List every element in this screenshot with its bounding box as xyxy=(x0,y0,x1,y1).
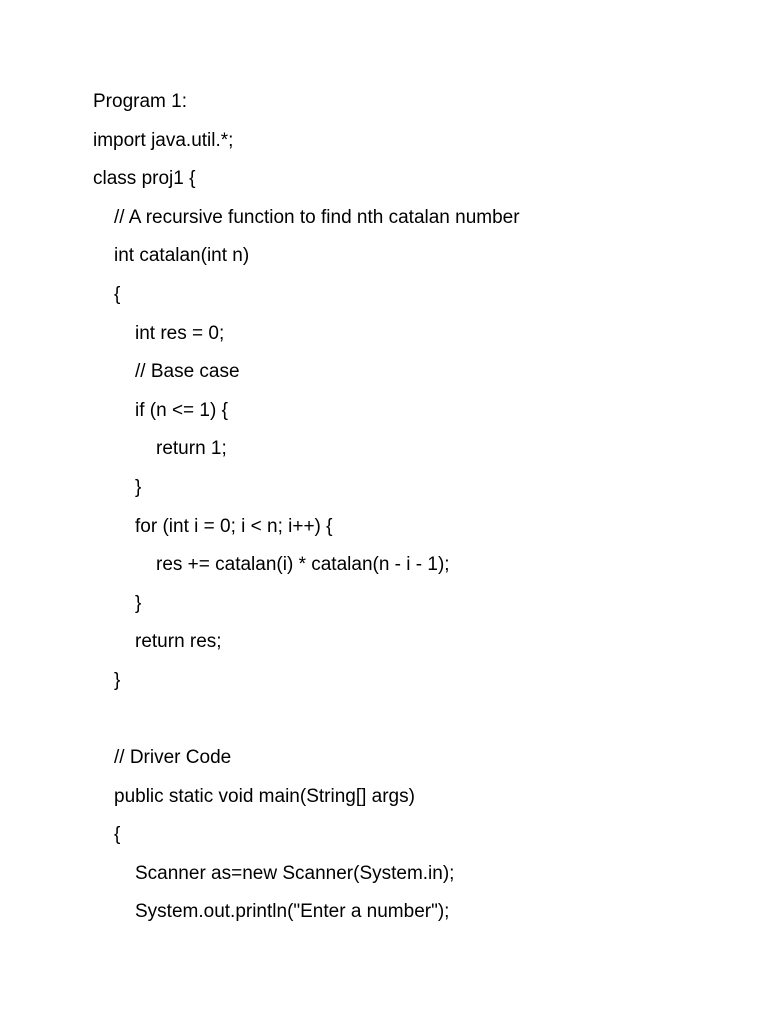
code-line: return 1; xyxy=(156,438,227,460)
code-line: Scanner as=new Scanner(System.in); xyxy=(135,862,455,884)
code-listing xyxy=(93,83,733,932)
code-line: if (n <= 1) { xyxy=(135,399,228,421)
blank-line xyxy=(93,701,733,740)
code-line: Program 1: xyxy=(93,91,187,112)
code-line: int res = 0; xyxy=(135,322,225,344)
code-line: for (int i = 0; i < n; i++) { xyxy=(135,515,333,537)
code-line: { xyxy=(114,824,121,846)
code-line: { xyxy=(114,283,121,305)
code-line: class proj1 { xyxy=(93,168,196,190)
code-line: // Base case xyxy=(135,361,240,383)
code-line: // A recursive function to find nth catalan number xyxy=(114,206,520,228)
code-line: res += catalan(i) * catalan(n - i - 1); xyxy=(156,554,450,576)
code-line: // Driver Code xyxy=(114,747,232,769)
code-line: System.out.println("Enter a number"); xyxy=(135,901,450,923)
code-line: int catalan(int n) xyxy=(114,245,250,267)
code-line: } xyxy=(135,592,142,614)
code-line: import java.util.*; xyxy=(93,129,234,151)
code-line: } xyxy=(135,476,142,498)
code-line: return res; xyxy=(135,631,222,653)
code-line: } xyxy=(114,669,121,691)
code-line: public static void main(String[] args) xyxy=(114,785,415,807)
